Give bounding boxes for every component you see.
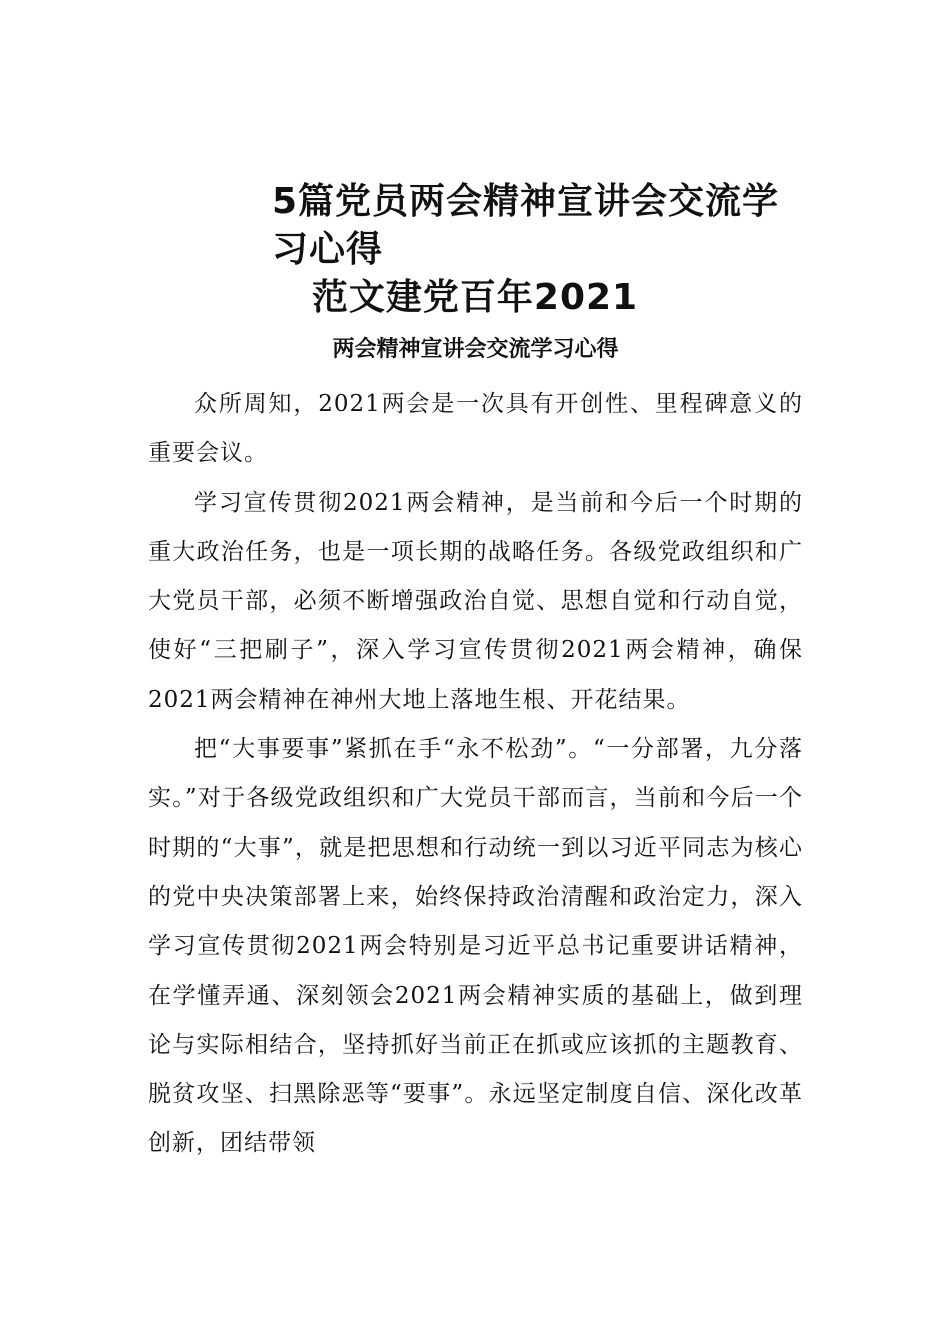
paragraph: 众所周知，2021两会是一次具有开创性、里程碑意义的重要会议。 (148, 391, 803, 467)
title-line-1: 5篇党员两会精神宣讲会交流学习心得 (272, 181, 780, 270)
document-body (148, 380, 803, 1169)
section-heading: 两会精神宣讲会交流学习心得 (332, 337, 619, 362)
paragraph: 学习宣传贯彻2021两会精神，是当前和今后一个时期的重大政治任务，也是一项长期的战略任务。各级党政组织和广大党员干部，必须不断增强政治自觉、思想自觉和行动自觉，使好“三把刷子”，深入学习宣传贯彻2021两会精神，确保2021两会精神在神州大地上落地生根、开花结果。 (148, 489, 803, 713)
paragraph: 把“大事要事”紧抓在手“永不松劲”。“一分部署，九分落实。”对于各级党政组织和广大党员干部而言，当前和今后一个时期的“大事”，就是把思想和行动统一到以习近平同志为核心的党中央决策部署上来，始终保持政治清醒和政治定力，深入学习宣传贯彻2021两会特别是习近平总书记重要讲话精神，在学懂弄通、深刻领会2021两会精神实质的基础上，做到理论与实际相结合，坚持抓好当前正在抓或应该抓的主题教育、脱贫攻坚、扫黑除恶等“要事”。永远坚定制度自信、深化改革创新，团结带领 (148, 736, 803, 1157)
document-title (150, 178, 800, 322)
title-line-2: 范文建党百年2021 (311, 277, 639, 318)
